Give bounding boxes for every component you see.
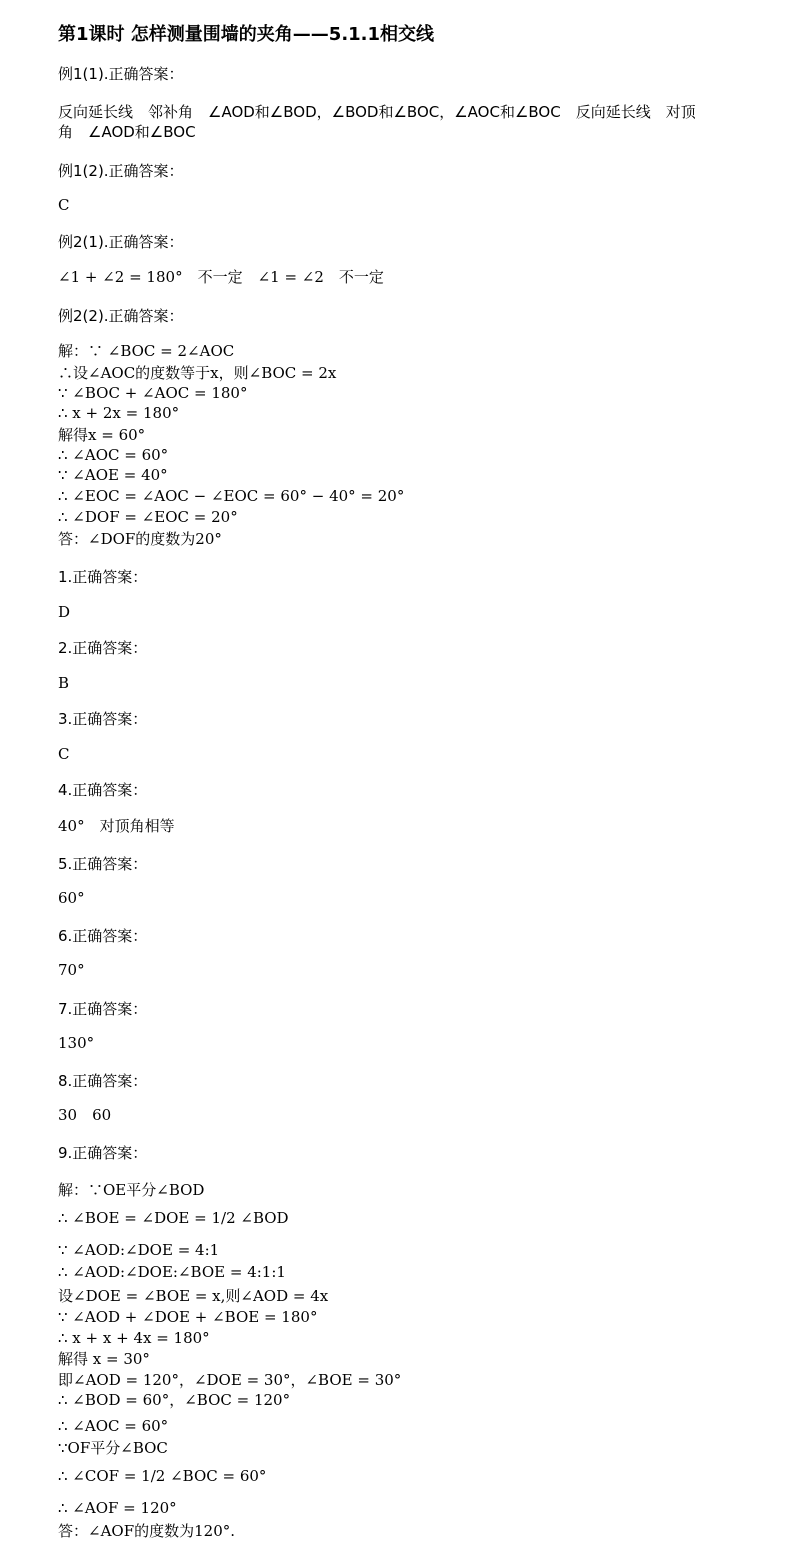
solution-line: ∴ ∠AOC = 60° — [58, 1417, 169, 1435]
solution-line: 解得x = 60° — [58, 426, 146, 444]
ex1-1-answer-line: 反向延长线 邻补角 ∠AOD和∠BOD，∠BOD和∠BOC，∠AOC和∠BOC 反向延长线 对顶 — [58, 103, 696, 121]
solution-line: 设∠DOE = ∠BOE = x,则∠AOD = 4x — [58, 1287, 329, 1305]
solution-line: ∴ x + x + 4x = 180° — [58, 1329, 210, 1347]
ex1-1-label: 例1(1).正确答案： — [58, 65, 184, 83]
q6-label: 6.正确答案： — [58, 927, 148, 945]
q5-answer: 60° — [58, 889, 85, 907]
q9-label: 9.正确答案： — [58, 1144, 148, 1162]
q3-label: 3.正确答案： — [58, 710, 148, 728]
q4-answer: 40° 对顶角相等 — [58, 817, 175, 835]
ex2-1-label: 例2(1).正确答案： — [58, 233, 184, 251]
solution-line: 解：∵ ∠BOC = 2∠AOC — [58, 342, 235, 360]
q1-answer: D — [58, 603, 71, 621]
q1-label: 1.正确答案： — [58, 568, 148, 586]
q7-answer: 130° — [58, 1034, 95, 1052]
ex1-1-answer-line: 角 ∠AOD和∠BOC — [58, 123, 196, 141]
solution-line: 即∠AOD = 120°，∠DOE = 30°，∠BOE = 30° — [58, 1371, 402, 1389]
q3-answer: C — [58, 745, 70, 763]
solution-line: ∴ ∠AOF = 120° — [58, 1499, 177, 1517]
solution-line: 答：∠DOF的度数为20° — [58, 530, 222, 548]
solution-line: ∵ ∠AOE = 40° — [58, 466, 168, 484]
q5-label: 5.正确答案： — [58, 855, 148, 873]
ex2-1-answer: ∠1 + ∠2 = 180° 不一定 ∠1 = ∠2 不一定 — [58, 268, 384, 286]
solution-line: ∵ ∠AOD:∠DOE = 4:1 — [58, 1241, 220, 1259]
solution-line: ∵ ∠AOD + ∠DOE + ∠BOE = 180° — [58, 1308, 318, 1326]
ex1-2-answer: C — [58, 196, 70, 214]
ex1-2-label: 例1(2).正确答案： — [58, 162, 184, 180]
ex2-2-label: 例2(2).正确答案： — [58, 307, 184, 325]
solution-line: ∴ ∠AOD:∠DOE:∠BOE = 4:1:1 — [58, 1263, 286, 1281]
solution-line: 答：∠AOF的度数为120°. — [58, 1522, 236, 1540]
solution-line: ∵OF平分∠BOC — [58, 1439, 168, 1457]
q8-label: 8.正确答案： — [58, 1072, 148, 1090]
q6-answer: 70° — [58, 961, 85, 979]
solution-line: ∴ ∠AOC = 60° — [58, 446, 169, 464]
solution-line: ∴设∠AOC的度数等于x，则∠BOC = 2x — [58, 364, 337, 382]
solution-line: ∴ ∠COF = 1/2 ∠BOC = 60° — [58, 1467, 267, 1485]
page-title: 第1课时 怎样测量围墙的夹角——5.1.1相交线 — [58, 24, 435, 45]
solution-line: ∴ ∠BOD = 60°，∠BOC = 120° — [58, 1391, 291, 1409]
solution-line: 解得 x = 30° — [58, 1350, 150, 1368]
solution-line: ∴ ∠BOE = ∠DOE = 1/2 ∠BOD — [58, 1209, 289, 1227]
solution-line: 解：∵OE平分∠BOD — [58, 1181, 205, 1199]
solution-line: ∴ ∠EOC = ∠AOC − ∠EOC = 60° − 40° = 20° — [58, 487, 405, 505]
q8-answer: 30 60 — [58, 1106, 112, 1124]
q4-label: 4.正确答案： — [58, 781, 148, 799]
q2-label: 2.正确答案： — [58, 639, 148, 657]
solution-line: ∵ ∠BOC + ∠AOC = 180° — [58, 384, 248, 402]
q2-answer: B — [58, 674, 70, 692]
q7-label: 7.正确答案： — [58, 1000, 148, 1018]
solution-line: ∴ ∠DOF = ∠EOC = 20° — [58, 508, 238, 526]
solution-line: ∴ x + 2x = 180° — [58, 404, 180, 422]
